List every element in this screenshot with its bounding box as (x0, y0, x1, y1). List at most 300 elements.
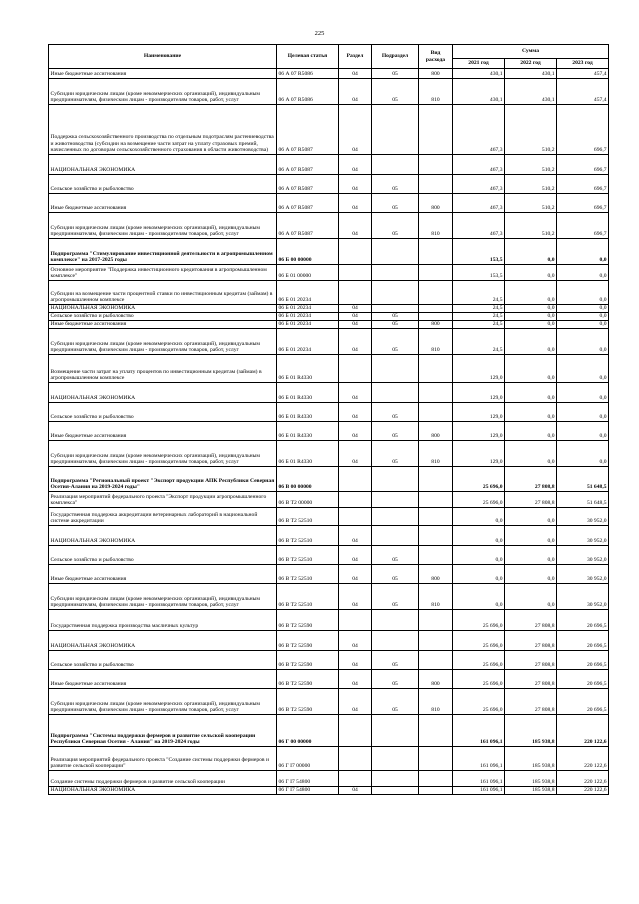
row-code: 06 Б 01 20234 (277, 313, 339, 321)
header-2022: 2022 год (505, 59, 557, 69)
row-sum-2021: 467,3 (453, 155, 505, 175)
row-sum-2023: 20 696,5 (557, 689, 609, 715)
row-section: 04 (339, 69, 372, 79)
row-code: 06 В Т2 52510 (277, 546, 339, 565)
row-sum-2021: 0,0 (453, 526, 505, 546)
row-code: 06 Б 01 R4330 (277, 422, 339, 441)
row-section (339, 492, 372, 508)
row-section: 04 (339, 383, 372, 403)
row-name: Создание системы поддержки фермеров и развитие сельской кооперации (49, 771, 277, 787)
row-sum-2023: 220 122,6 (557, 747, 609, 771)
table-row (49, 565, 609, 584)
row-code: 06 Б 01 20234 (277, 329, 339, 355)
row-section (339, 771, 372, 787)
row-code: 06 В Т2 52590 (277, 670, 339, 689)
row-sum-2021: 129,0 (453, 403, 505, 422)
row-sum-2023: 30 952,0 (557, 508, 609, 526)
row-sum-2022: 185 938,8 (505, 787, 557, 795)
row-code: 06 Б 01 20234 (277, 321, 339, 329)
row-section: 04 (339, 175, 372, 194)
row-sum-2022: 27 808,8 (505, 631, 557, 651)
row-sum-2023: 30 952,0 (557, 565, 609, 584)
header-expense-type: Вид расхода (419, 45, 453, 69)
row-sum-2021: 25 696,0 (453, 689, 505, 715)
row-section (339, 265, 372, 281)
table-row (49, 610, 609, 631)
row-subsection (372, 281, 419, 305)
row-name: НАЦИОНАЛЬНАЯ ЭКОНОМИКА (49, 787, 277, 795)
row-code: 06 А 07 R5086 (277, 69, 339, 79)
row-expense-type: 800 (419, 565, 453, 584)
row-sum-2021: 25 696,0 (453, 610, 505, 631)
row-code: 06 Б 01 20234 (277, 305, 339, 313)
row-subsection (372, 715, 419, 747)
row-section: 04 (339, 321, 372, 329)
row-name: НАЦИОНАЛЬНАЯ ЭКОНОМИКА (49, 383, 277, 403)
row-subsection (372, 526, 419, 546)
row-sum-2021: 467,3 (453, 194, 505, 213)
row-name: Сельское хозяйство и рыболовство (49, 403, 277, 422)
row-sum-2021: 153,5 (453, 265, 505, 281)
row-section: 04 (339, 403, 372, 422)
row-subsection: 05 (372, 403, 419, 422)
row-code: 06 Г I7 54800 (277, 787, 339, 795)
row-expense-type (419, 715, 453, 747)
row-sum-2022: 27 808,8 (505, 467, 557, 492)
table-row (49, 508, 609, 526)
row-expense-type (419, 175, 453, 194)
row-sum-2022: 0,0 (505, 422, 557, 441)
table-row (49, 689, 609, 715)
row-name: Иные бюджетные ассигнования (49, 194, 277, 213)
table-row (49, 355, 609, 383)
row-subsection: 05 (372, 441, 419, 467)
row-sum-2023: 0,0 (557, 403, 609, 422)
row-subsection: 05 (372, 670, 419, 689)
row-sum-2021: 467,3 (453, 105, 505, 155)
row-sum-2023: 0,0 (557, 305, 609, 313)
row-subsection (372, 155, 419, 175)
row-subsection (372, 305, 419, 313)
row-expense-type: 810 (419, 213, 453, 239)
row-subsection: 05 (372, 689, 419, 715)
row-expense-type (419, 105, 453, 155)
row-name: Подпрограмма "Системы поддержки фермеров и развитие сельской кооперации Республики Северная Осетия - Алания" на 2019-2024 годы (49, 715, 277, 747)
row-expense-type (419, 313, 453, 321)
row-code: 06 Б 01 R4330 (277, 383, 339, 403)
row-sum-2021: 0,0 (453, 565, 505, 584)
row-code: 06 А 07 R5087 (277, 105, 339, 155)
row-sum-2022: 430,1 (505, 69, 557, 79)
row-section: 04 (339, 787, 372, 795)
table-row (49, 631, 609, 651)
row-sum-2022: 0,0 (505, 305, 557, 313)
row-sum-2021: 430,1 (453, 69, 505, 79)
row-sum-2022: 510,2 (505, 105, 557, 155)
row-subsection: 05 (372, 422, 419, 441)
table-row (49, 670, 609, 689)
row-code: 06 Г I7 54800 (277, 771, 339, 787)
row-name: Реализация мероприятий федерального проекта "Создание системы поддержки фермеров и развитие сельской кооперации" (49, 747, 277, 771)
table-row (49, 422, 609, 441)
row-sum-2022: 27 808,8 (505, 651, 557, 670)
row-code: 06 Б 01 20234 (277, 281, 339, 305)
row-sum-2021: 161 096,1 (453, 771, 505, 787)
row-name: НАЦИОНАЛЬНАЯ ЭКОНОМИКА (49, 631, 277, 651)
row-sum-2021: 161 096,1 (453, 747, 505, 771)
row-name: Иные бюджетные ассигнования (49, 422, 277, 441)
row-sum-2022: 0,0 (505, 329, 557, 355)
row-name: Подпрограмма "Стимулирование инвестиционной деятельности в агропромышленном комплексе" на 2017-2025 годы (49, 239, 277, 265)
row-name: Иные бюджетные ассигнования (49, 69, 277, 79)
row-sum-2023: 30 952,0 (557, 584, 609, 610)
row-section: 04 (339, 213, 372, 239)
row-code: 06 В Т2 52510 (277, 565, 339, 584)
row-section: 04 (339, 526, 372, 546)
row-code: 06 В Т2 52590 (277, 610, 339, 631)
row-subsection: 05 (372, 175, 419, 194)
row-sum-2023: 30 952,0 (557, 526, 609, 546)
row-name: Государственная поддержка аккредитации ветеринарных лабораторий в национальной системе аккредитации (49, 508, 277, 526)
row-sum-2023: 0,0 (557, 239, 609, 265)
row-sum-2023: 20 696,5 (557, 631, 609, 651)
row-sum-2021: 129,0 (453, 422, 505, 441)
row-sum-2023: 20 696,5 (557, 610, 609, 631)
row-code: 06 В Т2 00000 (277, 492, 339, 508)
table-row (49, 213, 609, 239)
table-row (49, 79, 609, 105)
row-section (339, 467, 372, 492)
row-section: 04 (339, 105, 372, 155)
row-subsection: 05 (372, 213, 419, 239)
row-sum-2023: 20 696,5 (557, 651, 609, 670)
header-name: Наименование (49, 45, 277, 69)
row-name: Сельское хозяйство и рыболовство (49, 546, 277, 565)
row-sum-2021: 25 696,0 (453, 651, 505, 670)
row-sum-2021: 0,0 (453, 508, 505, 526)
row-name: Поддержка сельскохозяйственного производства по отдельным подотраслям растениеводства и животноводства (субсидии на возмещение части затрат на уплату страховых премий, начисленных по договорам сельскохозяйственного страхования в области животноводства) (49, 105, 277, 155)
row-sum-2021: 129,0 (453, 383, 505, 403)
row-name: Иные бюджетные ассигнования (49, 321, 277, 329)
row-sum-2021: 153,5 (453, 239, 505, 265)
row-code: 06 А 07 R5087 (277, 194, 339, 213)
row-name: НАЦИОНАЛЬНАЯ ЭКОНОМИКА (49, 305, 277, 313)
row-code: 06 А 07 R5087 (277, 175, 339, 194)
row-sum-2023: 696,7 (557, 194, 609, 213)
row-subsection (372, 265, 419, 281)
row-sum-2022: 185 938,8 (505, 771, 557, 787)
row-sum-2021: 24,5 (453, 321, 505, 329)
row-code: 06 А 07 R5087 (277, 213, 339, 239)
row-sum-2021: 129,0 (453, 355, 505, 383)
row-code: 06 Г 00 00000 (277, 715, 339, 747)
row-sum-2023: 457,4 (557, 79, 609, 105)
table-row (49, 69, 609, 79)
row-subsection (372, 771, 419, 787)
row-sum-2021: 24,5 (453, 281, 505, 305)
row-sum-2023: 0,0 (557, 313, 609, 321)
table-row (49, 313, 609, 321)
row-sum-2022: 185 938,8 (505, 715, 557, 747)
row-section: 04 (339, 79, 372, 105)
row-expense-type (419, 631, 453, 651)
row-expense-type: 810 (419, 329, 453, 355)
row-subsection (372, 492, 419, 508)
row-expense-type (419, 492, 453, 508)
row-subsection: 05 (372, 546, 419, 565)
row-code: 06 В Т2 52590 (277, 651, 339, 670)
row-sum-2021: 161 096,1 (453, 787, 505, 795)
row-sum-2023: 696,7 (557, 105, 609, 155)
row-sum-2021: 24,5 (453, 329, 505, 355)
row-name: Субсидии юридическим лицам (кроме некоммерческих организаций), индивидуальным предпринимателям, физическим лицам - производителям товаров, работ, услуг (49, 441, 277, 467)
table-row (49, 747, 609, 771)
row-sum-2021: 25 696,0 (453, 467, 505, 492)
row-code: 06 Б 01 R4330 (277, 441, 339, 467)
row-subsection (372, 239, 419, 265)
row-code: 06 В Т2 52590 (277, 631, 339, 651)
table-row (49, 771, 609, 787)
row-sum-2023: 20 696,5 (557, 670, 609, 689)
header-code: Целевая статья (277, 45, 339, 69)
row-sum-2022: 0,0 (505, 546, 557, 565)
row-expense-type (419, 787, 453, 795)
row-section: 04 (339, 651, 372, 670)
row-sum-2021: 430,1 (453, 79, 505, 105)
row-sum-2023: 30 952,0 (557, 546, 609, 565)
row-sum-2021: 161 096,1 (453, 715, 505, 747)
row-sum-2022: 0,0 (505, 584, 557, 610)
row-code: 06 А 07 R5087 (277, 155, 339, 175)
row-code: 06 Б 01 R4330 (277, 355, 339, 383)
row-name: Сельское хозяйство и рыболовство (49, 651, 277, 670)
row-sum-2022: 510,2 (505, 213, 557, 239)
row-expense-type: 810 (419, 441, 453, 467)
table-row (49, 281, 609, 305)
row-subsection: 05 (372, 584, 419, 610)
row-subsection: 05 (372, 565, 419, 584)
table-row (49, 526, 609, 546)
row-name: Государственная поддержка производства масличных культур (49, 610, 277, 631)
row-name: Реализация мероприятий федерального проекта "Экспорт продукции агропромышленного комплекса" (49, 492, 277, 508)
row-sum-2021: 24,5 (453, 313, 505, 321)
row-section: 04 (339, 584, 372, 610)
row-sum-2022: 0,0 (505, 403, 557, 422)
row-code: 06 В Т2 52510 (277, 526, 339, 546)
row-sum-2022: 0,0 (505, 383, 557, 403)
header-subsection: Подраздел (372, 45, 419, 69)
row-sum-2023: 0,0 (557, 329, 609, 355)
row-sum-2023: 696,7 (557, 213, 609, 239)
row-code: 06 В Т2 52510 (277, 508, 339, 526)
row-name: Иные бюджетные ассигнования (49, 670, 277, 689)
table-row (49, 321, 609, 329)
row-expense-type (419, 508, 453, 526)
row-code: 06 Г I7 00000 (277, 747, 339, 771)
row-sum-2022: 185 938,8 (505, 747, 557, 771)
table-row (49, 305, 609, 313)
row-sum-2022: 27 808,8 (505, 670, 557, 689)
row-sum-2022: 0,0 (505, 321, 557, 329)
row-expense-type: 800 (419, 69, 453, 79)
row-expense-type (419, 305, 453, 313)
row-subsection (372, 467, 419, 492)
row-sum-2022: 510,2 (505, 194, 557, 213)
table-row (49, 584, 609, 610)
row-sum-2022: 510,2 (505, 155, 557, 175)
row-expense-type (419, 155, 453, 175)
row-sum-2022: 510,2 (505, 175, 557, 194)
row-expense-type (419, 526, 453, 546)
budget-table (48, 44, 609, 795)
row-sum-2021: 467,3 (453, 213, 505, 239)
row-expense-type (419, 546, 453, 565)
table-row (49, 546, 609, 565)
table-row (49, 239, 609, 265)
row-expense-type (419, 403, 453, 422)
row-name: Подпрограмма "Региональный проект "Экспорт продукции АПК Республики Северная Осетия-Алания на 2019-2024 годы" (49, 467, 277, 492)
row-section: 04 (339, 422, 372, 441)
table-row (49, 194, 609, 213)
row-expense-type (419, 651, 453, 670)
table-row (49, 105, 609, 155)
row-expense-type: 800 (419, 321, 453, 329)
header-section: Раздел (339, 45, 372, 69)
table-row (49, 787, 609, 795)
row-name: НАЦИОНАЛЬНАЯ ЭКОНОМИКА (49, 155, 277, 175)
row-section (339, 508, 372, 526)
row-sum-2021: 24,5 (453, 305, 505, 313)
row-sum-2022: 27 808,8 (505, 689, 557, 715)
row-sum-2023: 0,0 (557, 281, 609, 305)
row-subsection: 05 (372, 194, 419, 213)
row-name: Возмещение части затрат на уплату процентов по инвестиционным кредитам (займам) в агропромышленном комплексе (49, 355, 277, 383)
table-row (49, 467, 609, 492)
row-sum-2023: 51 648,5 (557, 467, 609, 492)
row-subsection (372, 610, 419, 631)
row-code: 06 В Т2 52590 (277, 689, 339, 715)
row-section (339, 610, 372, 631)
row-subsection (372, 747, 419, 771)
row-expense-type (419, 355, 453, 383)
row-sum-2023: 0,0 (557, 355, 609, 383)
row-expense-type (419, 747, 453, 771)
row-section (339, 355, 372, 383)
row-expense-type: 800 (419, 194, 453, 213)
row-name: Субсидии юридическим лицам (кроме некоммерческих организаций), индивидуальным предпринимателям, физическим лицам - производителям товаров, работ, услуг (49, 329, 277, 355)
row-expense-type (419, 383, 453, 403)
row-section: 04 (339, 155, 372, 175)
row-section: 04 (339, 670, 372, 689)
row-sum-2022: 0,0 (505, 281, 557, 305)
row-code: 06 А 07 R5086 (277, 79, 339, 105)
row-name: Сельское хозяйство и рыболовство (49, 313, 277, 321)
row-section: 04 (339, 305, 372, 313)
row-expense-type: 810 (419, 689, 453, 715)
row-expense-type (419, 771, 453, 787)
row-sum-2023: 0,0 (557, 383, 609, 403)
row-section: 04 (339, 441, 372, 467)
table-row (49, 383, 609, 403)
row-sum-2022: 0,0 (505, 239, 557, 265)
row-sum-2022: 0,0 (505, 441, 557, 467)
row-expense-type (419, 467, 453, 492)
row-subsection (372, 787, 419, 795)
row-sum-2023: 220 122,6 (557, 715, 609, 747)
row-sum-2023: 457,4 (557, 69, 609, 79)
row-sum-2021: 467,3 (453, 175, 505, 194)
row-sum-2022: 0,0 (505, 565, 557, 584)
table-row (49, 715, 609, 747)
row-expense-type: 800 (419, 670, 453, 689)
row-sum-2023: 220 122,6 (557, 787, 609, 795)
row-sum-2021: 25 696,0 (453, 492, 505, 508)
row-sum-2023: 51 648,5 (557, 492, 609, 508)
row-code: 06 В 00 00000 (277, 467, 339, 492)
header-sum: Сумма (453, 45, 609, 59)
row-subsection: 05 (372, 321, 419, 329)
row-sum-2022: 0,0 (505, 313, 557, 321)
table-row (49, 155, 609, 175)
row-sum-2021: 25 696,0 (453, 670, 505, 689)
table-row (49, 441, 609, 467)
row-subsection (372, 383, 419, 403)
row-section: 04 (339, 631, 372, 651)
row-section: 04 (339, 313, 372, 321)
row-name: Субсидии юридическим лицам (кроме некоммерческих организаций), индивидуальным предпринимателям, физическим лицам - производителям товаров, работ, услуг (49, 213, 277, 239)
row-expense-type (419, 239, 453, 265)
row-sum-2023: 0,0 (557, 422, 609, 441)
row-name: Субсидии юридическим лицам (кроме некоммерческих организаций), индивидуальным предпринимателям, физическим лицам - производителям товаров, работ, услуг (49, 79, 277, 105)
row-sum-2022: 0,0 (505, 265, 557, 281)
row-section (339, 715, 372, 747)
row-subsection: 05 (372, 79, 419, 105)
row-sum-2022: 27 808,8 (505, 610, 557, 631)
header-2023: 2023 год (557, 59, 609, 69)
row-expense-type (419, 265, 453, 281)
row-name: Иные бюджетные ассигнования (49, 565, 277, 584)
table-body (49, 69, 609, 795)
row-name: Субсидии юридическим лицам (кроме некоммерческих организаций), индивидуальным предпринимателям, физическим лицам - производителям товаров, работ, услуг (49, 689, 277, 715)
row-subsection: 05 (372, 69, 419, 79)
table-row (49, 265, 609, 281)
row-sum-2021: 0,0 (453, 546, 505, 565)
table-row (49, 175, 609, 194)
row-section (339, 239, 372, 265)
table-row (49, 492, 609, 508)
row-section: 04 (339, 329, 372, 355)
table-row (49, 651, 609, 670)
row-name: Субсидии на возмещение части процентной ставки по инвестиционным кредитам (займам) в агропромышленном комплексе (49, 281, 277, 305)
row-sum-2023: 220 122,6 (557, 771, 609, 787)
row-code: 06 Б 01 R4330 (277, 403, 339, 422)
row-name: НАЦИОНАЛЬНАЯ ЭКОНОМИКА (49, 526, 277, 546)
row-subsection (372, 508, 419, 526)
row-sum-2023: 696,7 (557, 155, 609, 175)
row-section: 04 (339, 546, 372, 565)
table-row (49, 329, 609, 355)
row-subsection: 05 (372, 313, 419, 321)
row-sum-2021: 25 696,0 (453, 631, 505, 651)
row-subsection (372, 355, 419, 383)
row-sum-2023: 0,0 (557, 265, 609, 281)
row-expense-type: 810 (419, 584, 453, 610)
row-section: 04 (339, 689, 372, 715)
row-subsection: 05 (372, 651, 419, 670)
row-sum-2022: 430,1 (505, 79, 557, 105)
row-sum-2023: 696,7 (557, 175, 609, 194)
row-name: Сельское хозяйство и рыболовство (49, 175, 277, 194)
